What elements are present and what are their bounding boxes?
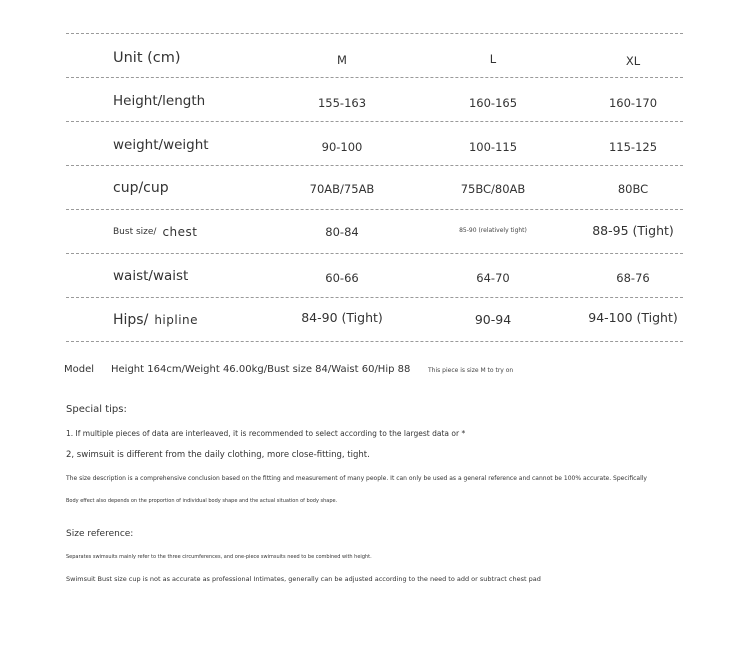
model-label: Model — [64, 364, 95, 375]
cell-l: 64-70 — [476, 270, 510, 285]
cell-xl: 115-125 — [608, 139, 658, 154]
cell-l: 160-165 — [468, 95, 518, 110]
cell-xl: 68-76 — [616, 270, 650, 285]
cell-m: 80-84 — [325, 224, 359, 239]
table-row — [66, 166, 683, 209]
row-label: Bust size/ — [113, 226, 157, 237]
reference-line-2: Swimsuit Bust size cup is not as accurate as professional Intimates, generally can be adjusted according to the need to add or subtract chest pad — [66, 575, 541, 583]
table-row — [66, 78, 683, 121]
size-table — [66, 33, 683, 342]
size-m-header: M — [337, 52, 347, 67]
cell-xl: 160-170 — [608, 95, 658, 110]
size-reference-title: Size reference: — [66, 529, 134, 539]
cell-xl: 88-95 (Tight) — [592, 223, 674, 238]
row-label: cup/cup — [113, 179, 169, 196]
cell-m: 155-163 — [317, 95, 367, 110]
size-l-header: L — [489, 51, 497, 66]
row-label: Hips/ — [113, 311, 149, 328]
size-xl-header: XL — [625, 53, 641, 68]
special-tips-title: Special tips: — [66, 404, 127, 415]
cell-xl: 80BC — [617, 181, 649, 196]
cell-l: 100-115 — [468, 139, 518, 154]
table-row — [66, 210, 683, 253]
cell-m: 60-66 — [325, 270, 359, 285]
cell-xl: 94-100 (Tight) — [588, 310, 678, 325]
table-header-row — [66, 34, 683, 77]
model-measurements: Height 164cm/Weight 46.00kg/Bust size 84/Waist 60/Hip 88 — [111, 364, 411, 375]
tip-line-3: The size description is a comprehensive conclusion based on the fitting and measurement of many people. It can only be used as a general reference and cannot be 100% accurate. Specifically — [66, 475, 647, 482]
tip-line-2: 2, swimsuit is different from the daily clothing, more close-fitting, tight. — [66, 450, 370, 460]
divider — [66, 341, 683, 342]
model-info — [64, 364, 514, 375]
cell-l: 90-94 — [474, 312, 512, 327]
tip-line-4: Body effect also depends on the proportion of individual body shape and the actual situation of body shape. — [66, 498, 338, 504]
table-row — [66, 298, 683, 341]
cell-m: 90-100 — [321, 139, 363, 154]
row-label: weight/weight — [113, 136, 209, 153]
cell-l: 75BC/80AB — [460, 181, 526, 196]
table-row — [66, 122, 683, 165]
cell-m: 70AB/75AB — [309, 181, 375, 196]
cell-m: 84-90 (Tight) — [301, 310, 383, 325]
row-label: Height/length — [113, 92, 206, 109]
unit-label: Unit (cm) — [113, 49, 181, 66]
tip-line-1: 1. If multiple pieces of data are interleaved, it is recommended to select according to the largest data or * — [66, 429, 466, 438]
reference-line-1: Separates swimsuits mainly refer to the three circumferences, and one-piece swimsuits need to be combined with height. — [66, 554, 372, 560]
model-size-note: This piece is size M to try on — [428, 367, 514, 374]
row-label: waist/waist — [113, 267, 189, 284]
row-label-extra: chest — [162, 224, 198, 239]
row-label-extra: hipline — [154, 312, 199, 327]
cell-l: 85-90 (relatively tight) — [459, 227, 527, 234]
table-row — [66, 254, 683, 297]
